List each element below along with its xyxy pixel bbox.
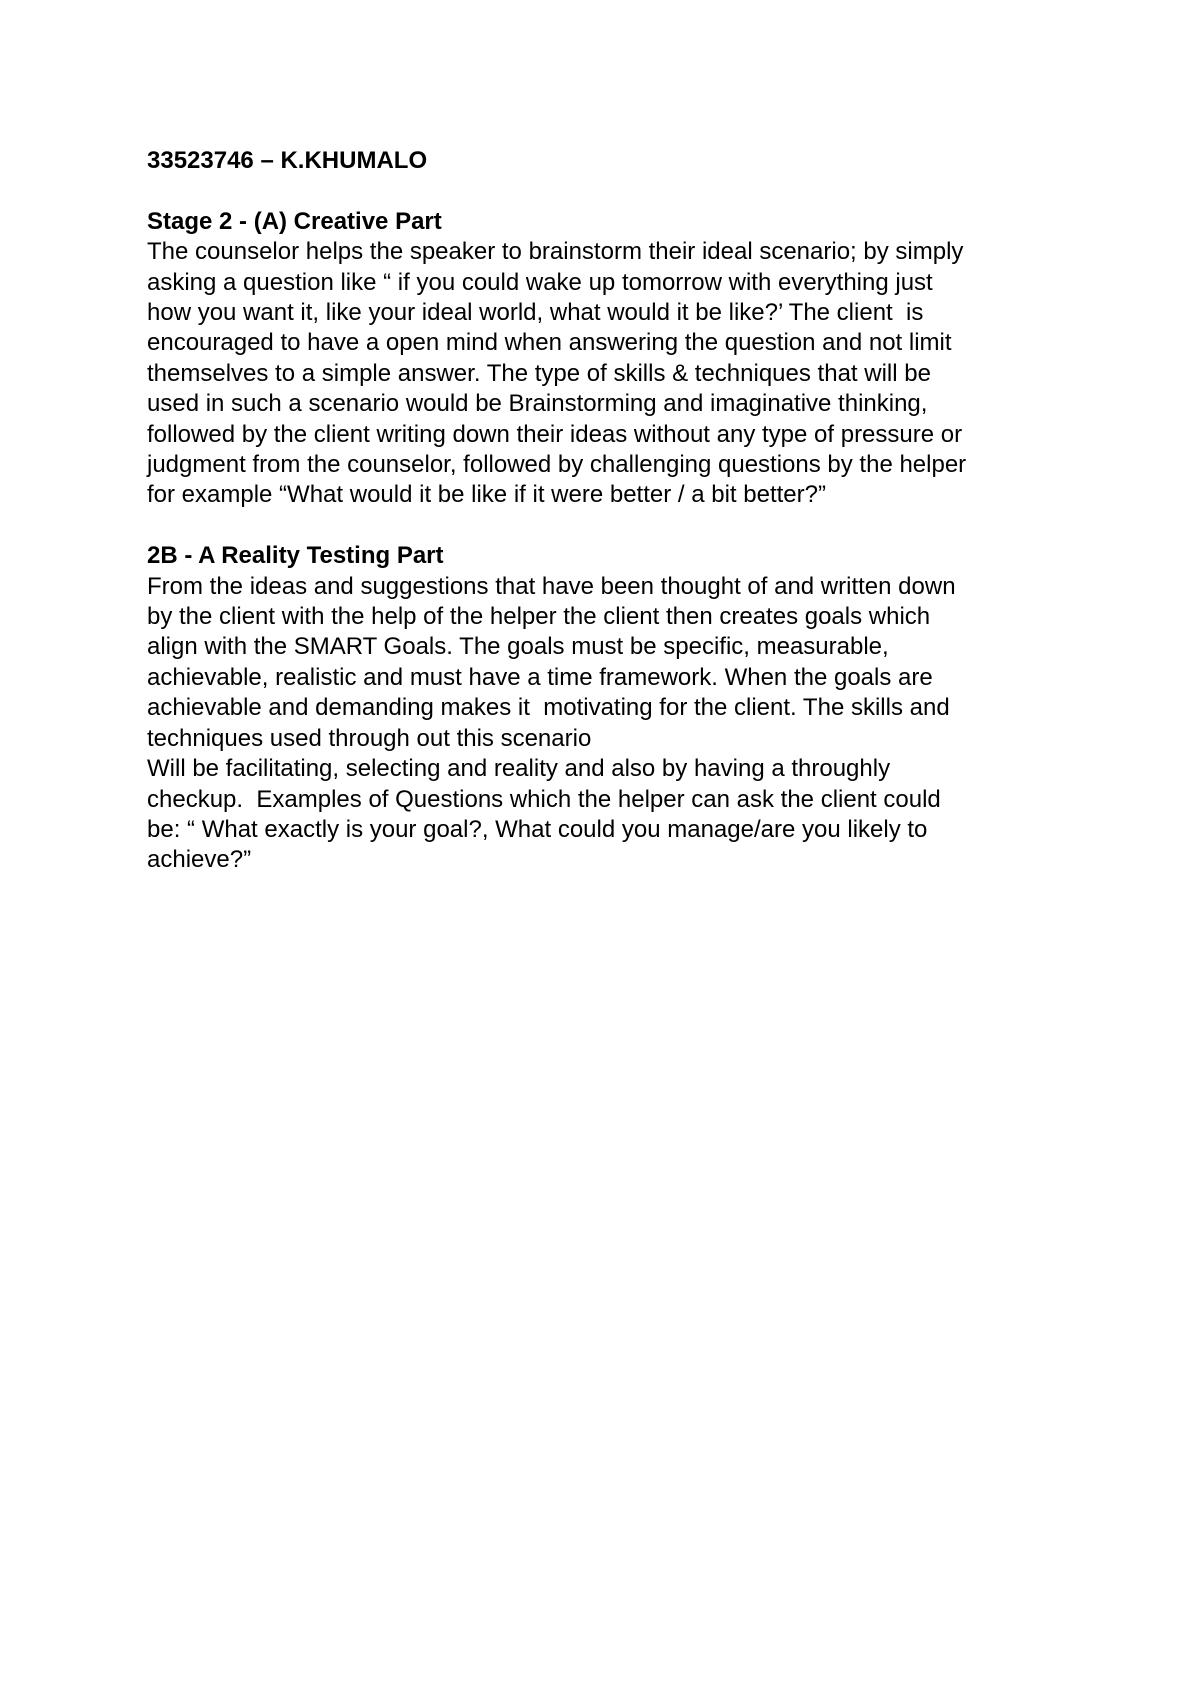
- section-a-heading: Stage 2 - (A) Creative Part: [147, 207, 442, 235]
- paragraph-line: used in such a scenario would be Brainstorming and imaginative thinking,: [147, 390, 928, 418]
- paragraph-line: for example “What would it be like if it were better / a bit better?”: [147, 481, 826, 509]
- paragraph-line: achievable and demanding makes it motivating for the client. The skills and: [147, 694, 950, 722]
- paragraph-line: themselves to a simple answer. The type of skills & techniques that will be: [147, 359, 931, 387]
- paragraph-line: The counselor helps the speaker to brainstorm their ideal scenario; by simply: [147, 238, 964, 266]
- paragraph-line: followed by the client writing down their ideas without any type of pressure or: [147, 420, 963, 448]
- paragraph-line: encouraged to have a open mind when answering the question and not limit: [147, 329, 952, 357]
- paragraph-line: achievable, realistic and must have a time framework. When the goals are: [147, 663, 933, 691]
- paragraph-line: checkup. Examples of Questions which the helper can ask the client could: [147, 785, 941, 813]
- section-a-paragraph: [147, 237, 1067, 511]
- paragraph-line: techniques used through out this scenario: [147, 724, 592, 752]
- paragraph-line: achieve?”: [147, 846, 252, 874]
- paragraph-line: asking a question like “ if you could wake up tomorrow with everything just: [147, 268, 933, 296]
- paragraph-line: be: “ What exactly is your goal?, What could you manage/are you likely to: [147, 815, 928, 843]
- paragraph-line: From the ideas and suggestions that have been thought of and written down: [147, 572, 956, 600]
- paragraph-line: Will be facilitating, selecting and reality and also by having a throughly: [147, 755, 891, 783]
- section-b-paragraph: [147, 572, 1067, 876]
- blank-line: [147, 511, 1067, 541]
- section-b-heading: 2B - A Reality Testing Part: [147, 542, 444, 570]
- document-header: 33523746 – K.KHUMALO: [147, 147, 428, 174]
- blank-line: [147, 176, 1067, 206]
- paragraph-line: by the client with the help of the helper the client then creates goals which: [147, 603, 931, 631]
- paragraph-line: judgment from the counselor, followed by challenging questions by the helper: [147, 451, 967, 479]
- document-body: [147, 146, 1067, 876]
- paragraph-line: align with the SMART Goals. The goals must be specific, measurable,: [147, 633, 889, 661]
- paragraph-line: how you want it, like your ideal world, what would it be like?’ The client is: [147, 299, 924, 327]
